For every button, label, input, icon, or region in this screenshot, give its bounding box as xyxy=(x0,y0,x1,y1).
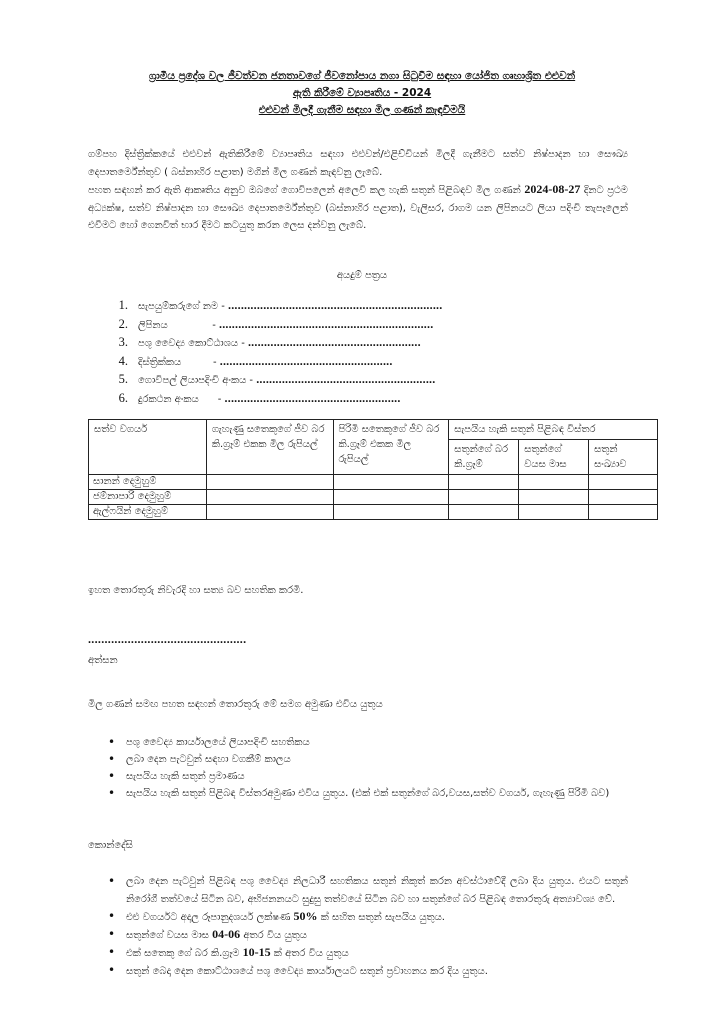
price-table xyxy=(88,419,658,520)
conditions-heading: කොන්දේසි xyxy=(88,840,133,851)
list-item: • සතුන්ගේ වයස මාස 04-06 අතර විය යුතුය xyxy=(108,926,628,944)
table-cell[interactable] xyxy=(449,505,519,520)
document-header xyxy=(60,68,664,119)
intro-p2-part-c: දිනට ප්‍රථම අධ්‍යක්ෂ, සත්ව නිෂ්පාදන හා සෞඛ්‍ය දෙපාතර්මේන්තුව (බස්නාහිර පළාත), වැලිසර, රාගම යන ලිපිනයට ලියා පදිංචි තැපෑලෙන් එවීමට හෝ ගෙනවිත් භාර දීමට කටයුතු කරන ලෙස දන්වනු ලැබේ. xyxy=(88,185,628,231)
table-cell[interactable] xyxy=(206,505,333,520)
intro-p2-part-a: පහත සඳහන් කර ඇති ආකෘතිය අනුව ඔබගේ ගොවිපලෙන් අලෙවි කල හැකි සතුන් පිළිබඳව මිල ගණන් xyxy=(88,185,525,196)
conditions-list xyxy=(108,873,628,980)
table-cell[interactable] xyxy=(589,505,658,520)
table-row xyxy=(89,505,658,520)
table-cell[interactable] xyxy=(206,475,333,490)
table-cell[interactable] xyxy=(449,475,519,490)
attachments-heading: මිල ගණන් සමඟ පහත සඳහන් තොරතුරු මේ සමග අමුණා එවිය යුතුය xyxy=(88,699,383,710)
intro-text xyxy=(88,146,628,235)
table-cell[interactable] xyxy=(589,490,658,505)
column-header-breed: සත්ව වගර්ය xyxy=(89,420,207,475)
table-row xyxy=(89,475,658,490)
row-label-saanen: සානන් දෙමුහුම් xyxy=(89,475,207,490)
form-field[interactable]: 6. දුරකථන අංකය - ....................................................... xyxy=(118,390,401,405)
list-item: • සැපයිය හැකි සතුන් පිළිබඳ විස්තරඅමුණා එවිය යුතුය. (එක් එක් සතුන්ගේ බර,වයස,සත්ව වගර්ය, ගැහැණු පිරිමි බව) xyxy=(108,785,628,802)
row-label-jamnapari: ජම්නාපාරි දෙමුහුම් xyxy=(89,490,207,505)
form-field[interactable]: 1. සැපයුම්කරුගේ නම - ................................................................... xyxy=(118,298,443,312)
column-header-female-price: ගැහැණු සතෙකුගේ ජීව බර කි.ග්‍රෑම් එකක මිල රුපියල් xyxy=(206,420,333,475)
table-cell[interactable] xyxy=(333,505,449,520)
signature-line[interactable]: ................................................ xyxy=(88,632,247,646)
table-cell[interactable] xyxy=(519,475,589,490)
form-field[interactable]: 4. දිස්ත්‍රික්කය - ...................................................... xyxy=(118,353,393,368)
table-cell[interactable] xyxy=(206,490,333,505)
table-cell[interactable] xyxy=(333,475,449,490)
attachments-list xyxy=(108,734,628,802)
list-item: • ලබා දෙන පැටවුන් සඳහා වගකීම් කාලය xyxy=(108,751,628,768)
list-item: • සතුන් බෙදා දෙන කොට්ඨාශයේ පශු වෛද්‍ය කාර්යාලයට සතුන් ප්‍රවාහනය කර දිය යුතුය. xyxy=(108,962,628,980)
list-item: • පශු වෛද්‍ය කාර්යාලයේ ලියාපදිංචි සහතිකය xyxy=(108,734,628,751)
table-cell[interactable] xyxy=(333,490,449,505)
application-title: අයදුම් පත්‍රය xyxy=(336,270,388,281)
list-item: • එළු වගර්යට අදාල රූපානුදශර්ය ලක්ෂණ 50% ක් සහිත සතුන් සැපයිය යුතුය. xyxy=(108,908,628,926)
list-item: • සැපයිය හැකි සතුන් ප්‍රමාණය xyxy=(108,768,628,785)
header-line-3: එළුවන් මිලදී ගැනීම සඳහා මිල ගණන් කැඳවීමයි xyxy=(258,104,466,116)
column-header-age: සතුන්ගේ වයස මාස xyxy=(519,440,589,475)
intro-paragraph-1: ගම්පහ දිස්ත්‍රික්කයේ එළුවන් ඇතිකිරීමේ ව්‍යාපෘතිය සඳහා එළුවන්/එළිච්චියන් මිලදී ගැනීමට සත්ව නිෂ්පාදන හා සෞඛ්‍ය දෙපාතර්මේන්තුව ( බස්නාහිර පළාත) මගින් මිල ගණන් කැඳවනු ලැබේ. xyxy=(88,149,628,178)
table-cell[interactable] xyxy=(519,505,589,520)
deadline-date: 2024-08-27 xyxy=(524,182,581,196)
certification-statement: ඉහත තොරතුරු නිවැරදි හා සත්‍ය බව සහතික කරමි. xyxy=(88,585,304,596)
table-cell[interactable] xyxy=(589,475,658,490)
intro-paragraph-2 xyxy=(88,181,628,235)
table-cell[interactable] xyxy=(519,490,589,505)
header-line-1: ග්‍රාමීය ප්‍රදේශ වල ජීවත්වන ජනතාවගේ ජීවනෝපාය නගා සිටුවීම සඳහා යෝජිත ගෘහාශ්‍රිත එළුවන් xyxy=(148,70,576,82)
table-header-row xyxy=(89,420,658,440)
signature-label: අත්සන xyxy=(88,655,118,666)
column-header-details: සැපයිය හැකි සතුන් පිළිබඳ විස්තර xyxy=(449,420,658,440)
form-field[interactable]: 5. ගොවිපල් ලියාපදිංචි අංකය - ........................................................ xyxy=(118,372,436,386)
column-header-count: සතුන් සංඛ්‍යාව xyxy=(589,440,658,475)
header-line-2: ඇති කිරීමේ ව්‍යාපෘතිය - 2024 xyxy=(292,87,432,99)
application-form-fields xyxy=(100,298,620,409)
form-field[interactable]: 3. පශු වෛද්‍ය කොට්ඨාශය - ...................................................... xyxy=(118,335,421,349)
column-header-weight: සතුන්ගේ බර කි.ග්‍රෑම් xyxy=(449,440,519,475)
table-row xyxy=(89,490,658,505)
column-header-male-price: පිරිමි සතෙකුගේ ජීව බර කි.ග්‍රෑම් එකක මිල රුපියල් xyxy=(333,420,449,475)
form-field[interactable]: 2. ලිපිනය - ................................................................... xyxy=(118,316,434,331)
list-item: • එක් සතෙකු ගේ බර කි.ග්‍රෑම 10-15 ක් අතර විය යුතුය xyxy=(108,944,628,962)
row-label-alpine: ඇල්ෆයින් දෙමුහුම් xyxy=(89,505,207,520)
list-item: • ලබා දෙන පැටවුන් පිළිබඳ පශු වෛද්‍ය නිලධාරී සහතිකය සතුන් නිකුත් කරන අවස්ථාවේදී ලබා දිය යුතුය. එයට සතුන් නිරෝගී තත්වයේ සිටින බව, අභිජනනයට සුදුසු තත්වයේ සිටින බව හා සතුන්ගේ බර පිළිබඳ තොරතුරු අත්‍යාවශ්‍ය වේ. xyxy=(108,873,628,908)
table-cell[interactable] xyxy=(449,490,519,505)
